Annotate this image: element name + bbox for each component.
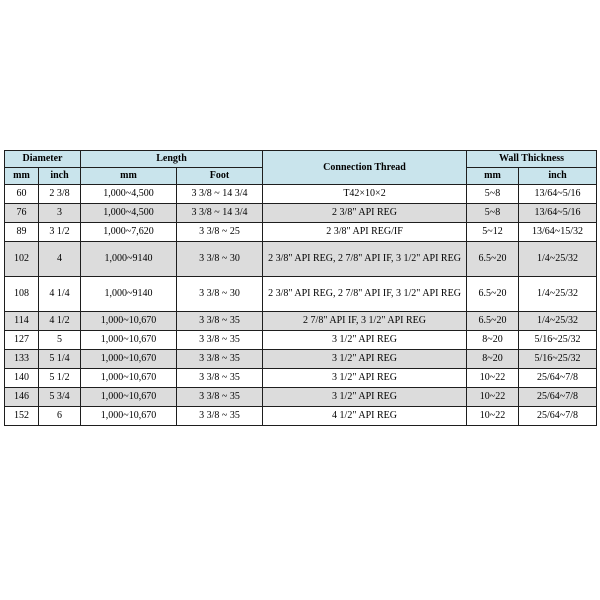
- cell-diameter-inch: 5 1/2: [39, 369, 81, 388]
- cell-wall-inch: 1/4~25/32: [519, 242, 597, 277]
- cell-wall-mm: 8~20: [467, 350, 519, 369]
- cell-wall-mm: 10~22: [467, 388, 519, 407]
- cell-connection-thread: 2 3/8" API REG, 2 7/8" API IF, 3 1/2" API REG: [263, 242, 467, 277]
- cell-wall-mm: 5~8: [467, 185, 519, 204]
- table-row: [5, 185, 597, 204]
- cell-length-mm: 1,000~10,670: [81, 312, 177, 331]
- cell-wall-mm: 6.5~20: [467, 312, 519, 331]
- cell-length-foot: 3 3/8 ~ 30: [177, 242, 263, 277]
- cell-diameter-inch: 4 1/4: [39, 277, 81, 312]
- table-row: [5, 350, 597, 369]
- cell-diameter-mm: 60: [5, 185, 39, 204]
- cell-wall-inch: 13/64~5/16: [519, 185, 597, 204]
- cell-diameter-inch: 5: [39, 331, 81, 350]
- cell-diameter-mm: 114: [5, 312, 39, 331]
- cell-diameter-inch: 3 1/2: [39, 223, 81, 242]
- spec-table: [4, 150, 597, 426]
- cell-diameter-inch: 5 3/4: [39, 388, 81, 407]
- cell-wall-inch: 25/64~7/8: [519, 369, 597, 388]
- cell-length-mm: 1,000~7,620: [81, 223, 177, 242]
- cell-wall-inch: 1/4~25/32: [519, 312, 597, 331]
- cell-wall-inch: 25/64~7/8: [519, 388, 597, 407]
- header-length-mm: mm: [81, 168, 177, 185]
- cell-diameter-mm: 152: [5, 407, 39, 426]
- cell-diameter-mm: 140: [5, 369, 39, 388]
- cell-diameter-mm: 76: [5, 204, 39, 223]
- cell-length-mm: 1,000~4,500: [81, 204, 177, 223]
- header-diameter: Diameter: [5, 151, 81, 168]
- table-row: [5, 204, 597, 223]
- cell-length-mm: 1,000~10,670: [81, 331, 177, 350]
- cell-diameter-inch: 2 3/8: [39, 185, 81, 204]
- cell-connection-thread: 2 3/8" API REG/IF: [263, 223, 467, 242]
- header-length: Length: [81, 151, 263, 168]
- table-row: [5, 277, 597, 312]
- cell-length-foot: 3 3/8 ~ 35: [177, 331, 263, 350]
- cell-diameter-mm: 146: [5, 388, 39, 407]
- cell-connection-thread: 3 1/2" API REG: [263, 331, 467, 350]
- header-connection-thread: Connection Thread: [263, 151, 467, 185]
- header-wall-mm: mm: [467, 168, 519, 185]
- cell-wall-mm: 6.5~20: [467, 277, 519, 312]
- cell-length-mm: 1,000~10,670: [81, 388, 177, 407]
- cell-length-foot: 3 3/8 ~ 35: [177, 369, 263, 388]
- table-body: [5, 185, 597, 426]
- cell-diameter-mm: 102: [5, 242, 39, 277]
- cell-connection-thread: 3 1/2" API REG: [263, 350, 467, 369]
- cell-connection-thread: 2 3/8" API REG: [263, 204, 467, 223]
- cell-diameter-mm: 133: [5, 350, 39, 369]
- table-row: [5, 312, 597, 331]
- cell-length-mm: 1,000~9140: [81, 277, 177, 312]
- header-length-foot: Foot: [177, 168, 263, 185]
- cell-wall-mm: 5~12: [467, 223, 519, 242]
- cell-wall-mm: 10~22: [467, 369, 519, 388]
- table-header: [5, 151, 597, 185]
- cell-length-foot: 3 3/8 ~ 35: [177, 388, 263, 407]
- cell-diameter-inch: 5 1/4: [39, 350, 81, 369]
- cell-wall-mm: 10~22: [467, 407, 519, 426]
- cell-connection-thread: 3 1/2" API REG: [263, 388, 467, 407]
- cell-diameter-inch: 3: [39, 204, 81, 223]
- cell-length-foot: 3 3/8 ~ 14 3/4: [177, 185, 263, 204]
- cell-length-foot: 3 3/8 ~ 35: [177, 350, 263, 369]
- cell-length-mm: 1,000~10,670: [81, 407, 177, 426]
- cell-wall-inch: 5/16~25/32: [519, 350, 597, 369]
- cell-diameter-mm: 108: [5, 277, 39, 312]
- cell-length-mm: 1,000~10,670: [81, 350, 177, 369]
- cell-wall-inch: 13/64~5/16: [519, 204, 597, 223]
- table-row: [5, 407, 597, 426]
- table-row: [5, 331, 597, 350]
- cell-wall-mm: 5~8: [467, 204, 519, 223]
- header-diameter-inch: inch: [39, 168, 81, 185]
- cell-diameter-inch: 6: [39, 407, 81, 426]
- cell-wall-inch: 13/64~15/32: [519, 223, 597, 242]
- cell-length-mm: 1,000~4,500: [81, 185, 177, 204]
- cell-length-foot: 3 3/8 ~ 30: [177, 277, 263, 312]
- cell-wall-mm: 8~20: [467, 331, 519, 350]
- cell-diameter-inch: 4: [39, 242, 81, 277]
- table-row: [5, 223, 597, 242]
- cell-length-foot: 3 3/8 ~ 35: [177, 312, 263, 331]
- cell-connection-thread: 4 1/2" API REG: [263, 407, 467, 426]
- cell-connection-thread: T42×10×2: [263, 185, 467, 204]
- table-row: [5, 369, 597, 388]
- cell-length-mm: 1,000~9140: [81, 242, 177, 277]
- cell-connection-thread: 2 7/8" API IF, 3 1/2" API REG: [263, 312, 467, 331]
- cell-length-foot: 3 3/8 ~ 25: [177, 223, 263, 242]
- header-wall-thickness: Wall Thickness: [467, 151, 597, 168]
- table-row: [5, 242, 597, 277]
- cell-length-foot: 3 3/8 ~ 14 3/4: [177, 204, 263, 223]
- cell-connection-thread: 2 3/8" API REG, 2 7/8" API IF, 3 1/2" API REG: [263, 277, 467, 312]
- cell-connection-thread: 3 1/2" API REG: [263, 369, 467, 388]
- cell-diameter-inch: 4 1/2: [39, 312, 81, 331]
- spec-table-container: [4, 150, 596, 426]
- header-wall-inch: inch: [519, 168, 597, 185]
- cell-wall-inch: 5/16~25/32: [519, 331, 597, 350]
- header-diameter-mm: mm: [5, 168, 39, 185]
- cell-wall-mm: 6.5~20: [467, 242, 519, 277]
- cell-diameter-mm: 89: [5, 223, 39, 242]
- cell-length-mm: 1,000~10,670: [81, 369, 177, 388]
- cell-wall-inch: 25/64~7/8: [519, 407, 597, 426]
- cell-length-foot: 3 3/8 ~ 35: [177, 407, 263, 426]
- cell-diameter-mm: 127: [5, 331, 39, 350]
- table-row: [5, 388, 597, 407]
- cell-wall-inch: 1/4~25/32: [519, 277, 597, 312]
